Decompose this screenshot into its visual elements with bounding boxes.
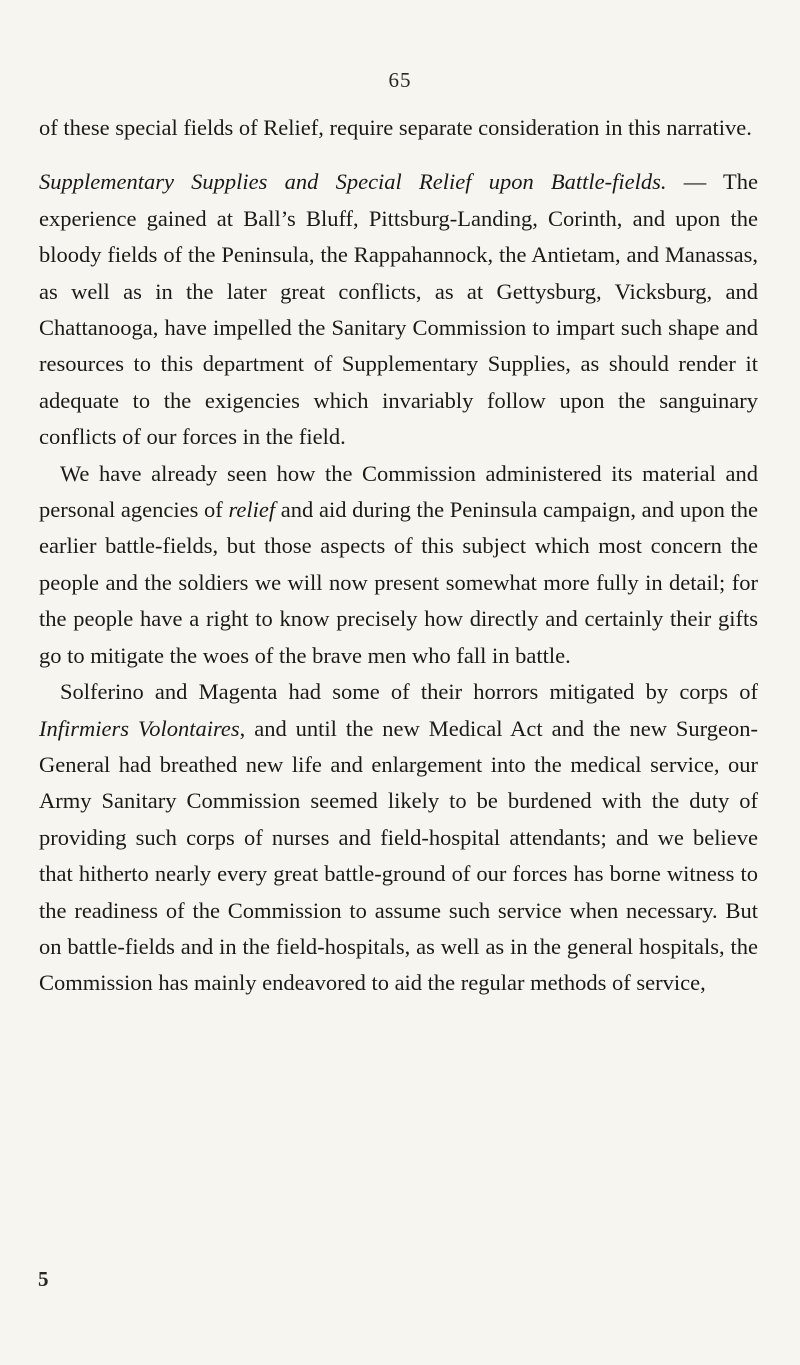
body-text: [39, 110, 758, 1002]
paragraph-solferino: [39, 674, 758, 1002]
paragraph-commission-agencies: [39, 456, 758, 674]
paragraph-continuation: [39, 110, 758, 146]
italic-term: Infirmiers Volontaires: [39, 715, 240, 741]
paragraph-text: , and until the new Medical Act and the new Surgeon-General had breathed new life and enlargement into the medical service, our Army Sanitary Commission seemed likely to be burdened with the duty of providing such corps of nurses and field-hospital attendants; and we believe that hitherto nearly every great battle-ground of our forces has borne witness to the readiness of the Commission to assume such service when necessary. But on battle-fields and in the field-hospitals, as well as in the general hospitals, the Commission has mainly endeavored to aid the regular methods of service,: [39, 715, 758, 996]
section-heading: Supplementary Supplies and Special Relief upon Battle-fields.: [39, 169, 667, 195]
signature-mark: 5: [38, 1267, 49, 1291]
paragraph-text: Solferino and Magenta had some of their horrors mitigated by corps of: [60, 679, 758, 705]
paragraph-text: We have already seen how the Commission administered its material and personal agencies of: [39, 460, 758, 523]
paragraph-text: and aid during the Peninsula campaign, and upon the earlier battle-fields, but those aspects of this subject which most concern the people and the soldiers we will now present somewhat more fully in detail; for the people have a right to know precisely how directly and certainly their gifts go to mitigate the woes of the brave men who fall in battle.: [39, 497, 759, 668]
paragraph-text: of these special fields of Relief, require separate consideration in this narrative.: [39, 115, 752, 140]
italic-term: relief: [228, 497, 276, 523]
paragraph-text: — The experience gained at Ball’s Bluff, Pittsburg-Landing, Corinth, and upon the bloody fields of the Peninsula, the Rappahannock, the Antietam, and Manassas, as well as in the later great conflicts, as at Gettysburg, Vicksburg, and Chattanooga, have impelled the Sanitary Commission to impart such shape and resources to this department of Supplementary Supplies, as should render it adequate to the exigencies which invariably follow upon the sanguinary conflicts of our forces in the field.: [39, 169, 758, 450]
page-number: 65: [388, 68, 412, 92]
paragraph-supplementary-supplies: [39, 164, 758, 455]
